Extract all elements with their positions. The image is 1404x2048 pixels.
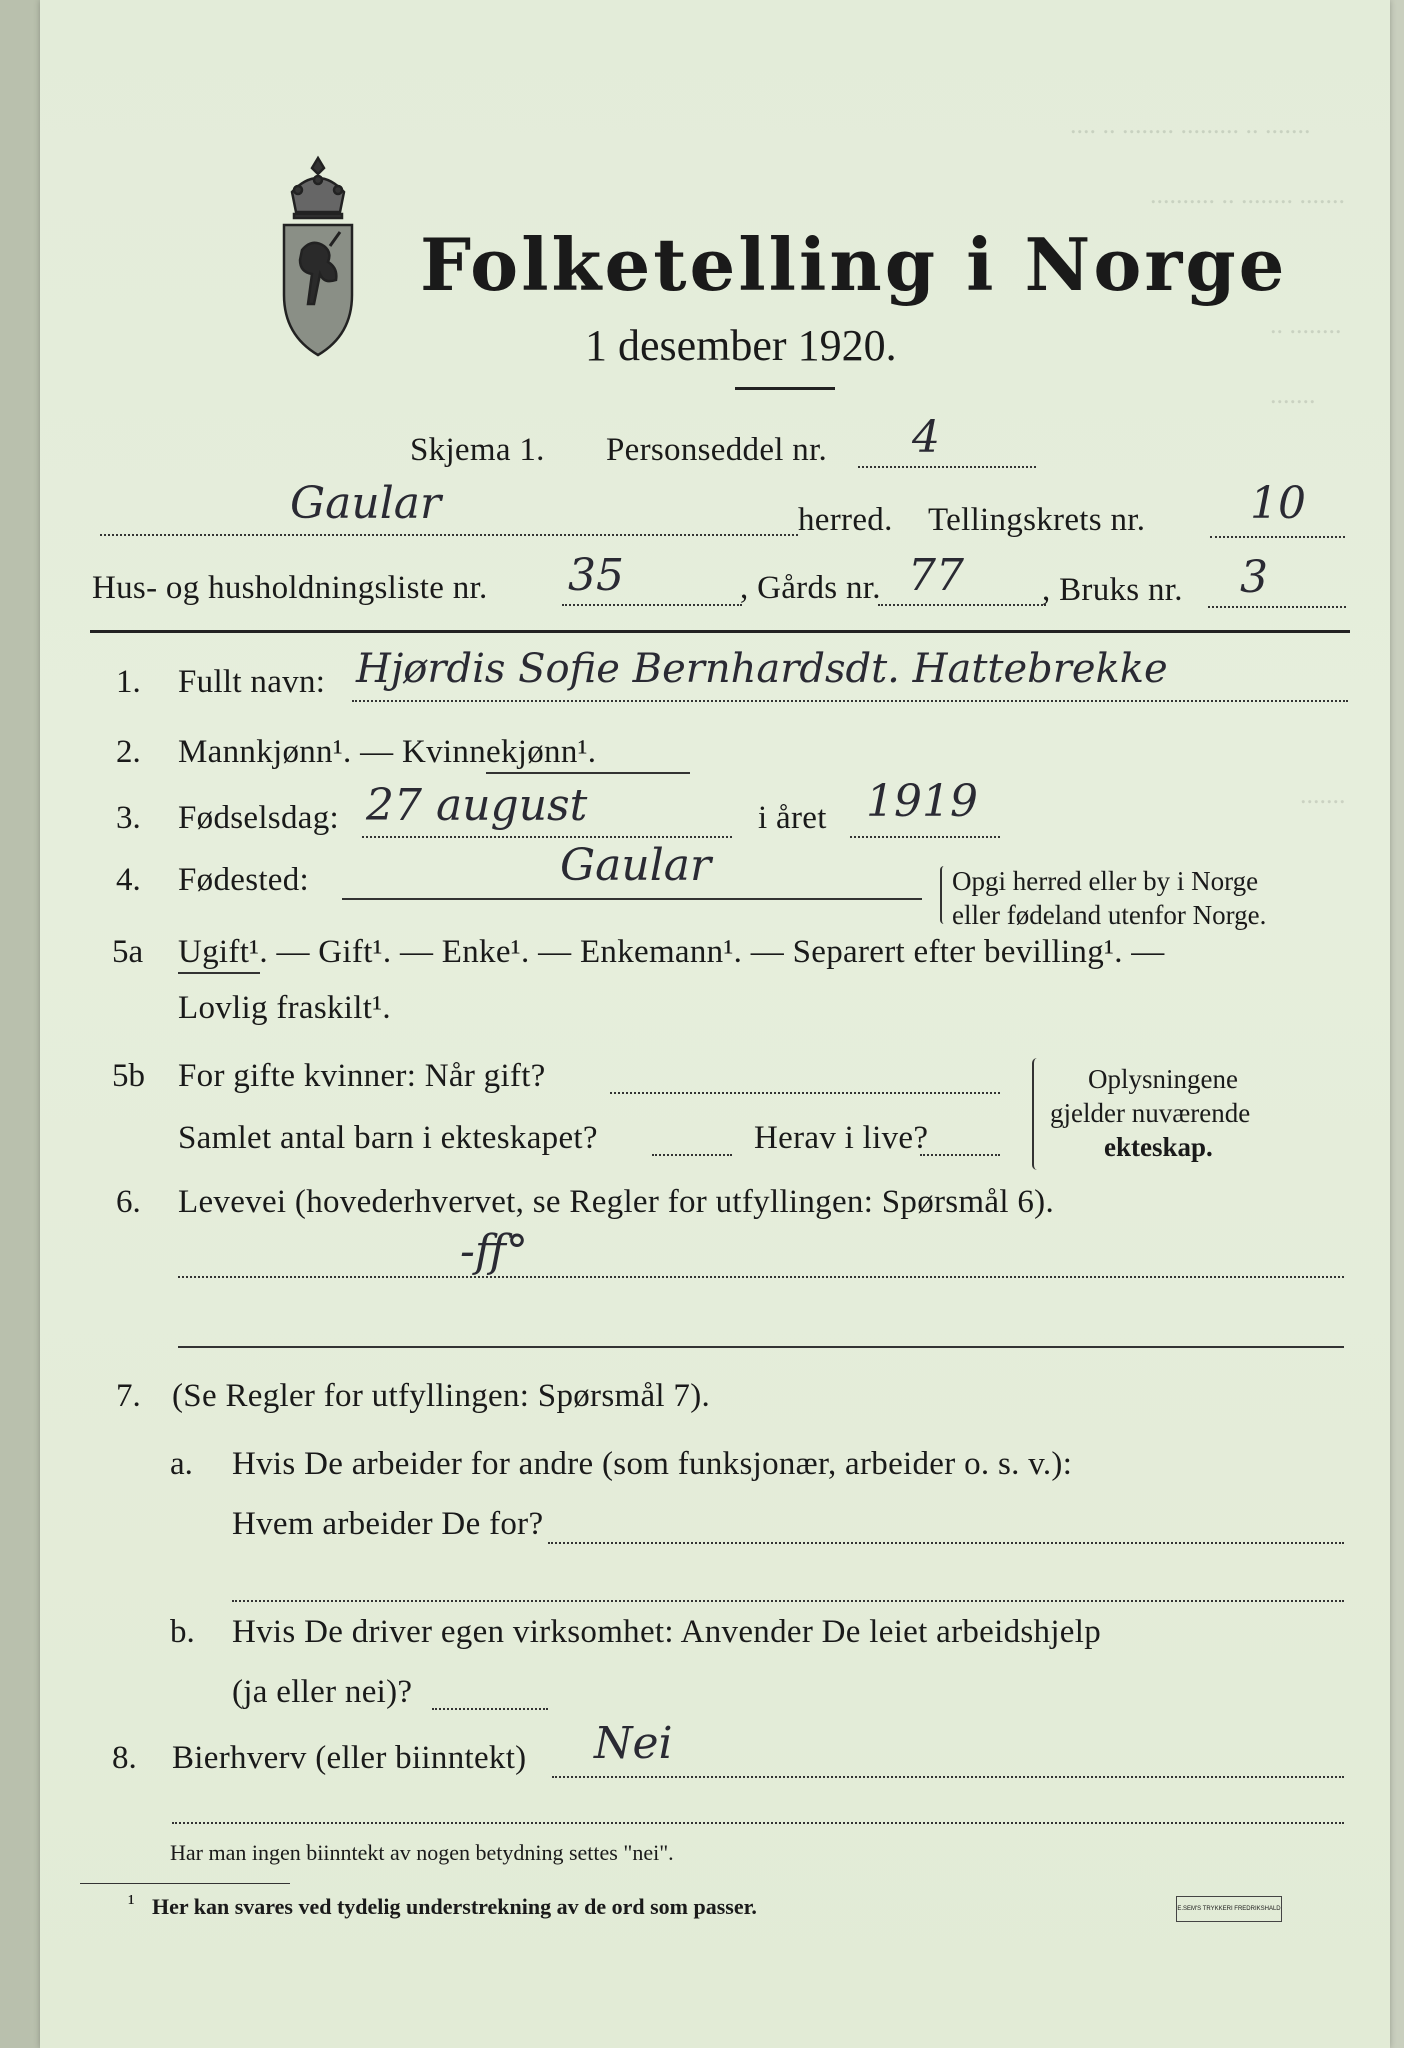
employer-field-2[interactable] (232, 1600, 1344, 1602)
q7a-letter: a. (170, 1446, 193, 1482)
employer-field-1[interactable] (548, 1542, 1344, 1544)
q1-label: Fullt navn: (178, 664, 326, 700)
q5a-number: 5a (112, 934, 144, 970)
kvinnekjonn-underline (486, 772, 690, 774)
occupation-field-2[interactable] (178, 1346, 1344, 1348)
q7b-letter: b. (170, 1614, 195, 1650)
skjema-label: Skjema 1. (410, 432, 545, 468)
q3-number: 3. (116, 800, 141, 836)
header-rule (90, 630, 1350, 633)
footnote-rule (80, 1883, 290, 1884)
side-income-value: Nei (594, 1718, 673, 1769)
q4-note-2: eller fødeland utenfor Norge. (952, 900, 1267, 930)
printer-mark (1176, 1896, 1282, 1922)
children-total-field[interactable] (652, 1154, 732, 1156)
q6-number: 6. (116, 1184, 141, 1220)
tellingskrets-field[interactable] (1210, 536, 1345, 538)
q4-label: Fødested: (178, 862, 310, 898)
tellingskrets-label: Tellingskrets nr. (928, 502, 1146, 538)
q1-number: 1. (116, 664, 141, 700)
norwegian-coat-of-arms-icon (268, 150, 368, 360)
ugift-underline (178, 972, 260, 974)
hus-label: Hus- og husholdningsliste nr. (92, 570, 488, 606)
occupation-field-1[interactable] (178, 1276, 1344, 1278)
printer-mark-text: E.SEM'S TRYKKERI FREDRIKSHALD (1177, 1906, 1281, 1912)
birthday-value: 27 august (366, 780, 588, 831)
personseddel-label: Personseddel nr. (606, 432, 828, 468)
q7b-text: Hvis De driver egen virksomhet: Anvender De leiet arbeidshjelp (232, 1614, 1102, 1650)
footnote: Her kan svares ved tydelig understrekning av de ord som passer. (152, 1894, 757, 1919)
q7-number: 7. (116, 1378, 141, 1414)
q2-number: 2. (116, 734, 141, 770)
q5a-text: Ugift¹. — Gift¹. — Enke¹. — Enkemann¹. — Separert efter bevilling¹. — (178, 934, 1165, 970)
bruks-field[interactable] (1208, 606, 1346, 608)
census-form-page: .... .. ........ ......... .. ....... .......... .. ........ ....... .. ........ ....... ....... Folketelling i Norge 1 desember 1920. Skjema 1. Personseddel nr. 4 Gaular herred. Tellingskrets nr. 10 Hus- og husholdningsliste nr. 35 , Gårds nr. 77 , Bruks nr. 3 1. Fullt navn: Hjørdis Sofie Bernhardsdt. Hattebrekke 2. Mannkjønn¹. — Kvinnekjønn¹. 3. Fødselsdag: 27 august i året 1919 4. Fødested: Gaular Opgi herred eller by i Norge eller fødeland utenfor Norge. 5a Ugift¹. — Gift¹. — Enke¹. — Enkemann¹. — Separert efter bevilling¹. — Lovlig fraskilt¹. 5b For gifte kvinner: Når gift? Samlet antal barn i ekteskapet? Herav i live? Oplysningene gjelder nuværende ekteskap. 6. Levevei (hovederhvervet, se Regler for utfyllingen: Spørsmål 6). -ff° 7. (Se Regler for utfyllingen: Spørsmål 7). a. Hvis De arbeider for andre (som funksjonær, arbeider o. s. v.): Hvem arbeider De for? b. Hvis De driver egen virksomhet: Anvender De leiet arbeidshjelp (ja eller nei)? 8. Bierhverv (eller biinntekt) Nei Har man ingen biinntekt av nogen betydning settes "nei". ¹ Her kan svares ved tydelig understrekning av de ord som passer. E.SEM'S TRYKKERI FREDRIKSHALD (40, 0, 1390, 2048)
nei-note: Har man ingen biinntekt av nogen betydning settes "nei". (170, 1840, 674, 1865)
bruks-value: 3 (1240, 552, 1268, 603)
children-alive-field[interactable] (920, 1154, 1000, 1156)
side-income-field-2[interactable] (172, 1822, 1344, 1824)
q7a-text-2: Hvem arbeider De for? (232, 1506, 544, 1542)
side-income-field[interactable] (552, 1776, 1344, 1778)
q5b-note-1: Oplysningene (1088, 1064, 1238, 1094)
q8-number: 8. (112, 1740, 137, 1776)
herred-label: herred. (798, 502, 893, 538)
q4-brace (940, 866, 948, 924)
personseddel-field[interactable] (858, 466, 1036, 468)
bruks-label: , Bruks nr. (1042, 572, 1183, 608)
hus-field[interactable] (562, 604, 742, 606)
q5b-brace (1032, 1058, 1042, 1170)
q7-text: (Se Regler for utfyllingen: Spørsmål 7). (172, 1378, 711, 1414)
gards-value: 77 (908, 550, 964, 601)
birthplace-value: Gaular (560, 840, 712, 891)
birth-year-field[interactable] (850, 836, 1000, 838)
birthday-field[interactable] (362, 836, 732, 838)
q7b-text-2: (ja eller nei)? (232, 1674, 413, 1710)
q6-text: Levevei (hovederhvervet, se Regler for utfyllingen: Spørsmål 6). (178, 1184, 1055, 1220)
full-name-field[interactable] (352, 700, 1348, 702)
q3-year-label: i året (758, 800, 827, 836)
q8-label: Bierhverv (eller biinntekt) (172, 1740, 527, 1776)
q4-number: 4. (116, 862, 141, 898)
gards-label: , Gårds nr. (740, 570, 881, 606)
q5b-label-1: For gifte kvinner: Når gift? (178, 1058, 546, 1094)
herred-value: Gaular (290, 478, 442, 529)
q5b-note-3: ekteskap. (1104, 1132, 1213, 1162)
herred-field[interactable] (100, 534, 798, 536)
hired-help-field[interactable] (432, 1708, 548, 1710)
birthplace-field[interactable] (342, 898, 922, 900)
personseddel-value: 4 (912, 412, 940, 463)
q4-note-1: Opgi herred eller by i Norge (952, 866, 1259, 896)
footnote-mark: ¹ (128, 1890, 135, 1915)
full-name-value: Hjørdis Sofie Bernhardsdt. Hattebrekke (356, 646, 1168, 692)
q2-text: Mannkjønn¹. — Kvinnekjønn¹. (178, 734, 597, 770)
birth-year-value: 1919 (866, 776, 978, 827)
married-when-field[interactable] (610, 1092, 1000, 1094)
form-title: Folketelling i Norge (420, 222, 1288, 307)
q5b-note-2: gjelder nuværende (1050, 1098, 1251, 1128)
q5b-label-3: Herav i live? (754, 1120, 929, 1156)
scan-edge (0, 0, 40, 2048)
hus-value: 35 (568, 550, 624, 601)
gards-field[interactable] (878, 604, 1046, 606)
q3-label: Fødselsdag: (178, 800, 339, 836)
q5a-text-2: Lovlig fraskilt¹. (178, 990, 391, 1026)
q5b-label-2: Samlet antal barn i ekteskapet? (178, 1120, 598, 1156)
q7a-text: Hvis De arbeider for andre (som funksjonær, arbeider o. s. v.): (232, 1446, 1073, 1482)
title-divider (735, 387, 835, 390)
census-date: 1 desember 1920. (585, 321, 897, 370)
q5b-number: 5b (112, 1058, 145, 1094)
occupation-value: -ff° (460, 1226, 529, 1277)
tellingskrets-value: 10 (1250, 478, 1306, 529)
